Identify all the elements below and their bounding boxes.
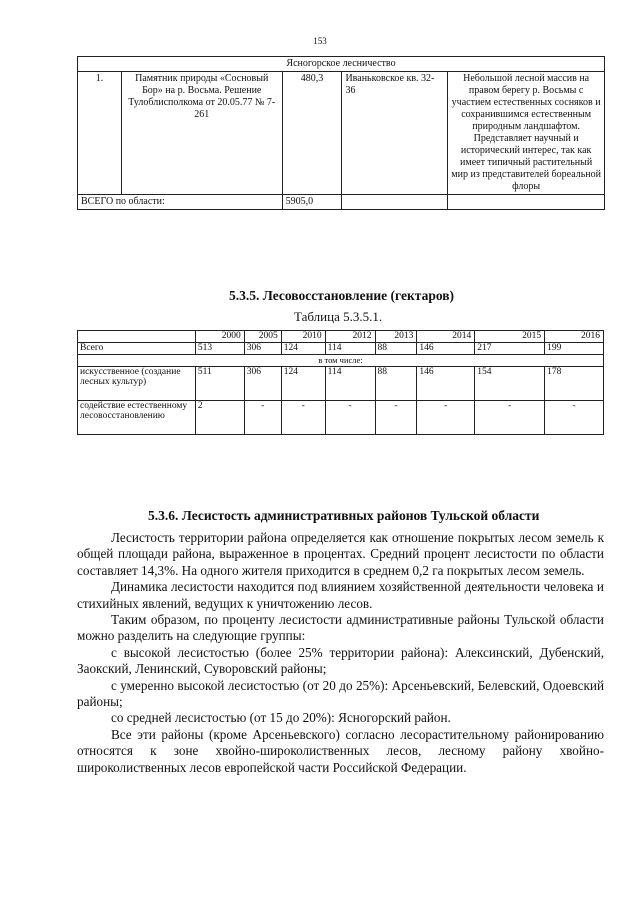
year-cell: 2016 — [545, 331, 604, 343]
paragraph: Лесистость территории района определяется как отношение покрытых лесом земель к общей площади района, выраженное в процентах. Средний процент лесистости по области составляет 14,3%. На одного жителя приходится в среднем 0,2 га покрытых лесом земель. — [77, 530, 604, 578]
value-cell: 306 — [244, 343, 281, 355]
year-cell: 2013 — [375, 331, 417, 343]
year-cell: 2005 — [244, 331, 281, 343]
value-cell: 124 — [281, 343, 325, 355]
value-cell: 114 — [325, 343, 375, 355]
total-value: 5905,0 — [282, 195, 342, 210]
paragraph: Динамика лесистости находится под влиянием хозяйственной деятельности человека и стихийных явлений, ведущих к уничтожению лесов. — [77, 579, 604, 611]
section-heading-535: 5.3.5. Лесовосстановление (гектаров) — [229, 288, 455, 303]
table-row — [78, 72, 605, 195]
value-cell: 88 — [375, 343, 417, 355]
reforestation-table — [77, 330, 604, 435]
protected-areas-table — [77, 56, 605, 210]
value-cell: 146 — [417, 366, 475, 400]
value-cell: 306 — [244, 366, 281, 400]
total-row — [78, 343, 604, 355]
value-cell: 124 — [281, 366, 325, 400]
value-cell: 88 — [375, 366, 417, 400]
value-cell: - — [545, 400, 604, 434]
paragraph: Таким образом, по проценту лесистости административные районы Тульской области можно разделить на следующие группы: — [77, 612, 604, 644]
table-total-row — [78, 195, 605, 210]
table-caption: Таблица 5.3.5.1. — [294, 309, 383, 324]
year-cell: 2000 — [195, 331, 244, 343]
value-cell: - — [281, 400, 325, 434]
value-cell: - — [417, 400, 475, 434]
value-cell: - — [244, 400, 281, 434]
subheader-row — [78, 355, 604, 367]
value-cell: - — [325, 400, 375, 434]
row-label: содействие естественному лесовосстановлению — [78, 400, 196, 434]
year-cell: 2014 — [417, 331, 475, 343]
object-name: Памятник природы «Сосновый Бор» на р. Восьма. Решение Тулоблисполкома от 20.05.77 № 7-261 — [121, 72, 282, 195]
value-cell: 511 — [195, 366, 244, 400]
object-location: Иваньковское кв. 32-36 — [342, 72, 448, 195]
section-heading-536: 5.3.6. Лесистость административных районов Тульской области — [148, 508, 540, 523]
object-description: Небольшой лесной массив на правом берегу р. Восьмы с участием естественных сосняков и сохранившимся естественным природным ландшафтом. Представляет научный и исторический интерес, так как имеет типичный растительный мир из представителей бореальной флоры — [448, 72, 605, 195]
year-cell: 2010 — [281, 331, 325, 343]
value-cell: 2 — [195, 400, 244, 434]
row-label: искусственное (создание лесных культур) — [78, 366, 196, 400]
value-cell: 146 — [417, 343, 475, 355]
subheader: в том числе: — [78, 355, 604, 367]
value-cell: 154 — [475, 366, 545, 400]
paragraph: с высокой лесистостью (более 25% территории района): Алексинский, Дубенский, Заокский, Ленинский, Суворовский районы; — [77, 644, 604, 677]
object-area: 480,3 — [282, 72, 342, 195]
years-row — [78, 331, 604, 343]
row-label: Всего — [78, 343, 196, 355]
value-cell: - — [475, 400, 545, 434]
paragraph: с умеренно высокой лесистостью (от 20 до 25%): Арсеньевский, Белевский, Одоевский районы; — [77, 677, 604, 710]
artificial-row — [78, 366, 604, 400]
value-cell: 178 — [545, 366, 604, 400]
value-cell: 217 — [475, 343, 545, 355]
total-label: ВСЕГО по области: — [78, 195, 283, 210]
value-cell: - — [375, 400, 417, 434]
year-cell: 2012 — [325, 331, 375, 343]
body-text — [77, 530, 604, 776]
row-number: 1. — [78, 72, 122, 195]
value-cell: 199 — [545, 343, 604, 355]
paragraph: Все эти районы (кроме Арсеньевского) согласно лесорастительному районированию относятся к зоне хвойно-широколиственных лесов, лесному району хвойно-широколиственных лесов европейской части Российской Федерации. — [77, 726, 604, 775]
value-cell: 513 — [195, 343, 244, 355]
page-number: 153 — [313, 36, 327, 46]
paragraph: со средней лесистостью (от 15 до 20%): Ясногорский район. — [111, 710, 451, 726]
natural-row — [78, 400, 604, 434]
value-cell: 114 — [325, 366, 375, 400]
table-group-title: Ясногорское лесничество — [78, 57, 605, 72]
year-cell: 2015 — [475, 331, 545, 343]
